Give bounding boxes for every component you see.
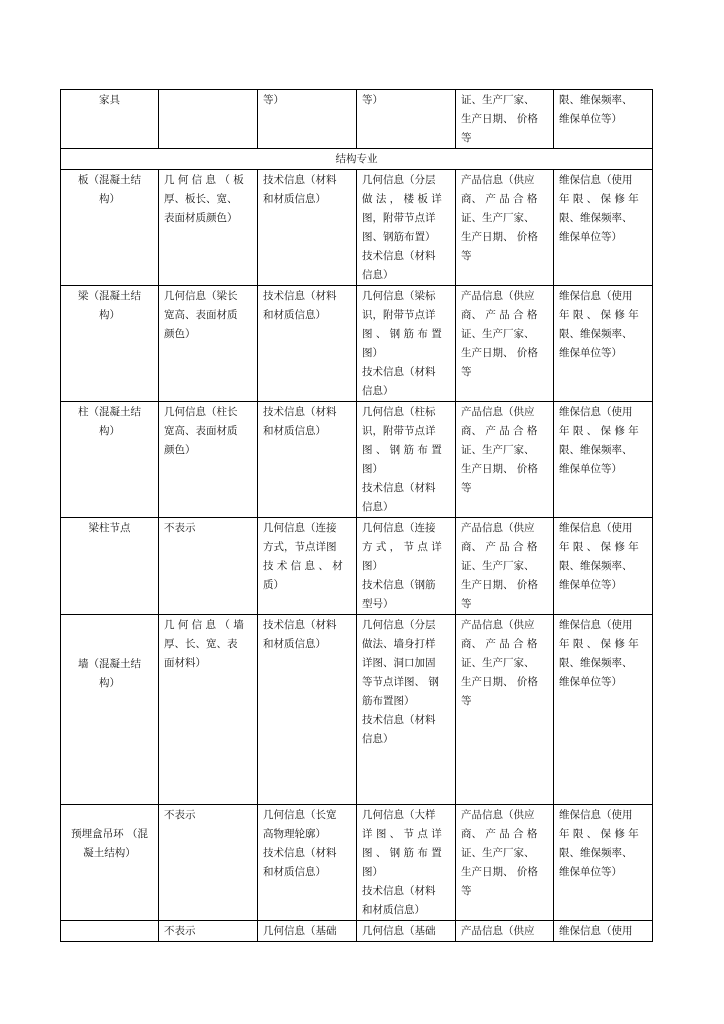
component-name-cell: 预埋盒吊环 （混 凝土结构） — [61, 805, 159, 921]
stage3-info-cell: 几何信息（分层 做 法 ， 楼 板 详 图，附带节点详 图、钢筋布置） 技术信息（材料 信息） — [357, 170, 456, 286]
table-row — [61, 286, 653, 402]
maintenance-info-cell: 维保信息（使用 年 限 、 保 修 年 限、维保频率、 维保单位等） — [554, 402, 653, 518]
stage2-info-cell: 技术信息（材料 和材质信息） — [258, 170, 357, 286]
component-name-cell: 梁柱节点 — [61, 518, 159, 615]
maintenance-info-cell: 维保信息（使用 年 限 、 保 修 年 限、维保频率、 维保单位等） — [554, 615, 653, 805]
geometry-info-cell: 不表示 — [159, 518, 258, 615]
table-row — [61, 921, 653, 942]
product-info-cell: 产品信息（供应 — [456, 921, 554, 942]
maintenance-info-cell: 限、维保频率、 维保单位等） — [554, 90, 653, 149]
geometry-info-cell: 几何信息（柱长 宽高、表面材质 颜色） — [159, 402, 258, 518]
product-info-cell: 证、生产厂家、 生产日期、 价格 等 — [456, 90, 554, 149]
geometry-info-cell: 几 何 信 息 （ 墙 厚、长、宽、表 面材料） — [159, 615, 258, 805]
stage2-info-cell: 几何信息（长宽 高物理轮廓） 技术信息（材料 和材质信息） — [258, 805, 357, 921]
product-info-cell: 产品信息（供应 商、 产 品 合 格 证、生产厂家、 生产日期、 价格 等 — [456, 170, 554, 286]
stage3-info-cell: 等） — [357, 90, 456, 149]
geometry-info-cell: 不表示 — [159, 921, 258, 942]
stage2-info-cell: 技术信息（材料 和材质信息） — [258, 402, 357, 518]
maintenance-info-cell: 维保信息（使用 年 限 、 保 修 年 限、维保频率、 维保单位等） — [554, 805, 653, 921]
maintenance-info-cell: 维保信息（使用 年 限 、 保 修 年 限、维保频率、 维保单位等） — [554, 518, 653, 615]
component-name-cell: 柱（混凝土结 构） — [61, 402, 159, 518]
geometry-info-cell — [159, 90, 258, 149]
product-info-cell: 产品信息（供应 商、 产 品 合 格 证、生产厂家、 生产日期、 价格 等 — [456, 518, 554, 615]
component-info-table — [60, 89, 653, 942]
component-name-cell: 板（混凝土结 构） — [61, 170, 159, 286]
stage3-info-cell: 几何信息（基础 — [357, 921, 456, 942]
component-name-cell: 家具 — [61, 90, 159, 149]
stage3-info-cell: 几何信息（柱标 识，附带节点详 图 、 钢 筋 布 置 图） 技术信息（材料 信息） — [357, 402, 456, 518]
table-row-furniture — [61, 90, 653, 149]
stage3-info-cell: 几何信息（连接 方 式 ， 节 点 详 图） 技术信息（钢筋 型号） — [357, 518, 456, 615]
table-row — [61, 615, 653, 805]
stage2-info-cell: 等） — [258, 90, 357, 149]
maintenance-info-cell: 维保信息（使用 — [554, 921, 653, 942]
maintenance-info-cell: 维保信息（使用 年 限 、 保 修 年 限、维保频率、 维保单位等） — [554, 170, 653, 286]
component-name-cell: 梁（混凝土结 构） — [61, 286, 159, 402]
section-header-row — [61, 149, 653, 170]
table-row — [61, 518, 653, 615]
stage3-info-cell: 几何信息（分层 做法、墙身打样 详图、洞口加固 等节点详图、 钢 筋布置图） 技术信息（材料 信息） — [357, 615, 456, 805]
geometry-info-cell: 几何信息（梁长 宽高、表面材质 颜色） — [159, 286, 258, 402]
stage2-info-cell: 技术信息（材料 和材质信息） — [258, 615, 357, 805]
stage2-info-cell: 几何信息（基础 — [258, 921, 357, 942]
stage3-info-cell: 几何信息（大样 详 图 、 节 点 详 图 、 钢 筋 布 置 图） 技术信息（材料 和材质信息） — [357, 805, 456, 921]
table-row — [61, 402, 653, 518]
product-info-cell: 产品信息（供应 商、 产 品 合 格 证、生产厂家、 生产日期、 价格 等 — [456, 615, 554, 805]
stage2-info-cell: 技术信息（材料 和材质信息） — [258, 286, 357, 402]
table-row — [61, 170, 653, 286]
section-title: 结构专业 — [61, 149, 653, 170]
table-row — [61, 805, 653, 921]
product-info-cell: 产品信息（供应 商、 产 品 合 格 证、生产厂家、 生产日期、 价格 等 — [456, 805, 554, 921]
stage2-info-cell: 几何信息（连接 方式，节点详图 技 术 信 息 、 材 质） — [258, 518, 357, 615]
product-info-cell: 产品信息（供应 商、 产 品 合 格 证、生产厂家、 生产日期、 价格 等 — [456, 402, 554, 518]
geometry-info-cell: 几 何 信 息 （ 板 厚、板长、宽、 表面材质颜色） — [159, 170, 258, 286]
component-name-cell: 墙（混凝土结 构） — [61, 615, 159, 805]
geometry-info-cell: 不表示 — [159, 805, 258, 921]
component-name-cell — [61, 921, 159, 942]
maintenance-info-cell: 维保信息（使用 年 限 、 保 修 年 限、维保频率、 维保单位等） — [554, 286, 653, 402]
stage3-info-cell: 几何信息（梁标 识，附带节点详 图 、 钢 筋 布 置 图） 技术信息（材料 信息） — [357, 286, 456, 402]
product-info-cell: 产品信息（供应 商、 产 品 合 格 证、生产厂家、 生产日期、 价格 等 — [456, 286, 554, 402]
